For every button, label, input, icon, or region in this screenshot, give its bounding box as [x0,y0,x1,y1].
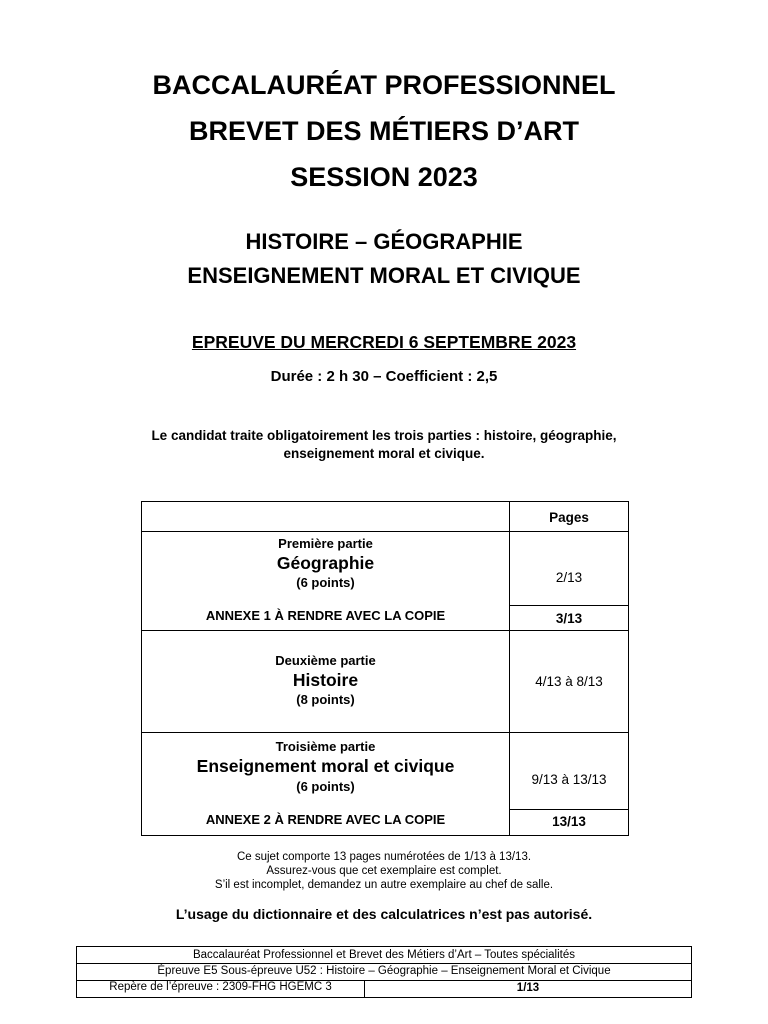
exam-date: EPREUVE DU MERCREDI 6 SEPTEMBRE 2023 [191,332,577,352]
part-3-pages: 9/13 à 13/13 [531,772,607,787]
part-2-subject: Histoire [292,670,359,690]
part-2-points: (8 points) [296,692,355,707]
note-complete: Assurez-vous que cet exemplaire est complet. [266,865,502,877]
part-1-label: Première partie [278,536,373,551]
table-cell-divider [509,605,629,606]
footer-reference: Repère de l’épreuve : 2309-FHG HGEMC 3 [109,981,332,993]
table-cell-divider [509,809,629,810]
table-row-divider [142,630,628,631]
footer-exam-name: Baccalauréat Professionnel et Brevet des Métiers d’Art – Toutes spécialités [192,949,576,961]
part-3-subject: Enseignement moral et civique [196,756,455,776]
title-line-1: BACCALAURÉAT PROFESSIONNEL [152,70,616,100]
note-pages: Ce sujet comporte 13 pages numérotées de 1/13 à 13/13. [236,851,532,863]
part-2-pages: 4/13 à 8/13 [535,674,603,689]
instructions-line-2: enseignement moral et civique. [283,446,485,461]
footer-ref-cell [77,981,365,998]
part-3-points: (6 points) [296,779,355,794]
part-1-subject: Géographie [276,553,375,573]
annex-2-note: ANNEXE 2 À RENDRE AVEC LA COPIE [205,812,446,827]
calculator-warning: L’usage du dictionnaire et des calculatrices n’est pas autorisé. [175,906,593,922]
part-1-pages: 2/13 [555,570,583,585]
annex-1-page: 3/13 [555,611,583,626]
annex-2-page: 13/13 [552,814,586,829]
annex-1-note: ANNEXE 1 À RENDRE AVEC LA COPIE [205,608,446,623]
footer-box [76,946,692,998]
instructions-line-1: Le candidat traite obligatoirement les trois parties : histoire, géographie, [151,428,617,443]
subject-line-1: HISTOIRE – GÉOGRAPHIE [245,229,523,254]
table-row-divider [142,531,628,532]
exam-duration: Durée : 2 h 30 – Coefficient : 2,5 [270,368,498,385]
footer-page-number: 1/13 [516,982,540,994]
part-3-label: Troisième partie [275,739,376,754]
pages-header: Pages [549,510,589,525]
part-1-points: (6 points) [296,575,355,590]
table-row-divider [142,732,628,733]
subject-line-2: ENSEIGNEMENT MORAL ET CIVIQUE [187,263,581,288]
footer-divider [77,963,691,964]
title-line-2: BREVET DES MÉTIERS D’ART [188,116,580,146]
title-line-3: SESSION 2023 [290,162,478,192]
part-2-label: Deuxième partie [275,653,376,668]
note-incomplete: S’il est incomplet, demandez un autre exemplaire au chef de salle. [214,879,554,891]
footer-subtest: Épreuve E5 Sous-épreuve U52 : Histoire – Géographie – Enseignement Moral et Civique [157,965,611,977]
parts-table [141,501,629,836]
